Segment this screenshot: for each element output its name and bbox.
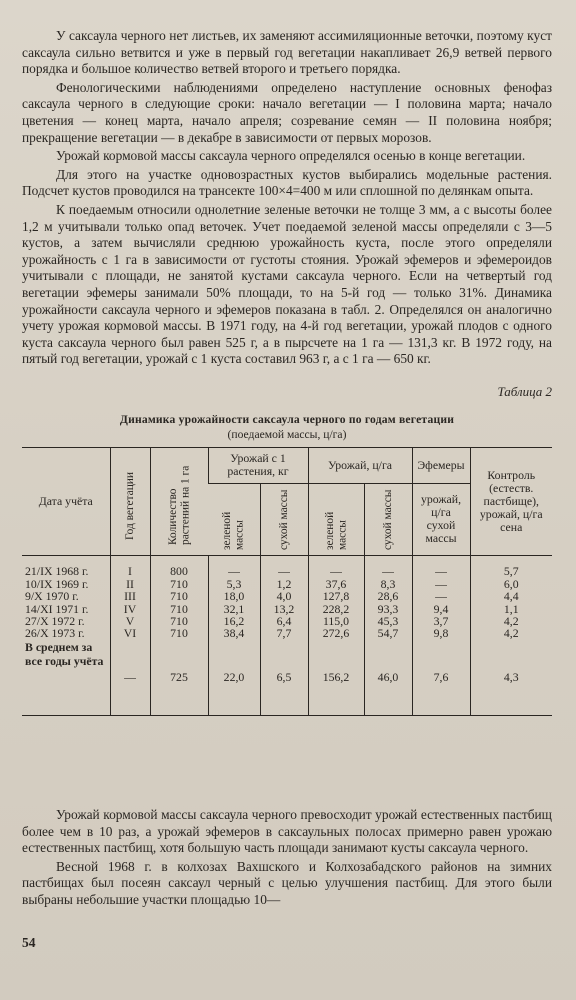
paragraph: Весной 1968 г. в колхозах Вахшского и Колхозабадского районов на зимних пастбищах был посеян саксаул черный с целью улучшения пастбищ. Для этого были выбраны небольшие участки площадью 10— bbox=[22, 858, 552, 907]
yield-table bbox=[22, 447, 552, 716]
table-row: 26/X 1973 г. VI 710 38,4 7,7 272,6 54,7 9,8 4,2 bbox=[22, 627, 552, 639]
table-row: 21/IX 1968 г. I 800 — — — — — 5,7 bbox=[22, 565, 552, 577]
header-green-plant: зеленой массы bbox=[208, 483, 260, 555]
paragraph: К поедаемым относили однолетние зеленые веточки не толще 3 мм, а с высоты более 1,2 м учитывали только опад веточек. Учет поедаемой зеленой массы определяли с 3—5 кустов, а затем вычисляли среднюю урожайность куста, после этого определяли урожайность с 1 га в зависимости от густоты стояния. Урожай эфемеров и эфемероидов учитывали с площади, не занятой кустами саксаула черного. Если на четвертый год вегетации эфемеры занимали 50% площади, то на 5-й год — только 31%. Динамика урожайности саксаула черного и эфемеров показана в табл. 2. Определялся он аналогично учету урожая кормовой массы. В 1971 году, на 4-й год вегетации, урожай плодов с одного куста саксаула черного был равен 525 г, а в пырсчете на 1 га — 131,3 кг. В 1972 году, на пятый год вегетации, урожай с 1 куста составил 963 г, а с 1 га — 650 кг. bbox=[22, 201, 552, 367]
header-count: Количество растений на 1 га bbox=[150, 447, 208, 555]
header-ephemera-sub: урожай, ц/га сухой массы bbox=[412, 483, 470, 555]
header-control: Контроль (естеств. пастбище), урожай, ц/га сена bbox=[470, 447, 552, 555]
text-block-bottom bbox=[22, 807, 552, 909]
table-row: 9/X 1970 г. III 710 18,0 4,0 127,8 28,6 — 4,4 bbox=[22, 590, 552, 602]
paragraph: У саксаула черного нет листьев, их заменяют ассимиляционные веточки, поэтому куст саксаула сильно ветвится и уже в первый год вегетации накапливает 26,9 ветвей первого порядка и большое количество ветвей второго и третьего порядка. bbox=[22, 28, 552, 77]
table-row-average: В среднем за все годы учёта — 725 22,0 6,5 156,2 46,0 7,6 4,3 bbox=[22, 640, 552, 716]
average-label: В среднем за все годы учёта bbox=[25, 639, 104, 668]
table-row: 10/IX 1969 г. II 710 5,3 1,2 37,6 8,3 — 6,0 bbox=[22, 578, 552, 590]
page-number: 54 bbox=[22, 935, 36, 950]
header-ephemera: Эфемеры bbox=[412, 447, 470, 483]
header-yield-ha: Урожай, ц/га bbox=[308, 447, 412, 483]
paragraph: Для этого на участке одновозрастных кустов выбирались модельные растения. Подсчет кустов проводился на трансекте 100×4=400 м или сплошной по делянкам опыта. bbox=[22, 166, 552, 199]
paragraph: Фенологическими наблюдениями определено наступление основных фенофаз саксаула черного в следующие сроки: начало вегетации — I половина марта; начало цветения — конец марта, начало апреля; созревание семян — II половина ноября; прекращение вегетации — в декабре в зависимости от первых морозов. bbox=[22, 79, 552, 145]
table-subtitle: (поедаемой массы, ц/га) bbox=[227, 427, 347, 441]
header-dry-plant: сухой массы bbox=[260, 483, 308, 555]
header-dry-ha: сухой массы bbox=[364, 483, 412, 555]
header-year: Год вегетации bbox=[110, 447, 150, 555]
paragraph: Урожай кормовой массы саксаула черного определялся осенью в конце вегетации. bbox=[56, 148, 526, 164]
text-block-top bbox=[22, 28, 552, 716]
table-row: 27/X 1972 г. V 710 16,2 6,4 115,0 45,3 3,7 4,2 bbox=[22, 615, 552, 627]
table-row: 14/XI 1971 г. IV 710 32,1 13,2 228,2 93,3 9,4 1,1 bbox=[22, 603, 552, 615]
table-title: Динамика урожайности саксаула черного по годам вегетации bbox=[119, 412, 455, 426]
paragraph: Урожай кормовой массы саксаула черного превосходит урожай естественных пастбищ более чем в 10 раз, а урожай эфемеров в саксаульных полосах примерно равен урожаю естественных пастбищ, хотя большую часть площади занимают кусты саксаула черного. bbox=[22, 807, 552, 856]
header-yield-plant: Урожай с 1 растения, кг bbox=[208, 447, 308, 483]
header-green-ha: зеленой массы bbox=[308, 483, 364, 555]
table-caption: Таблица 2 bbox=[497, 383, 552, 399]
header-date: Дата учёта bbox=[22, 447, 110, 555]
